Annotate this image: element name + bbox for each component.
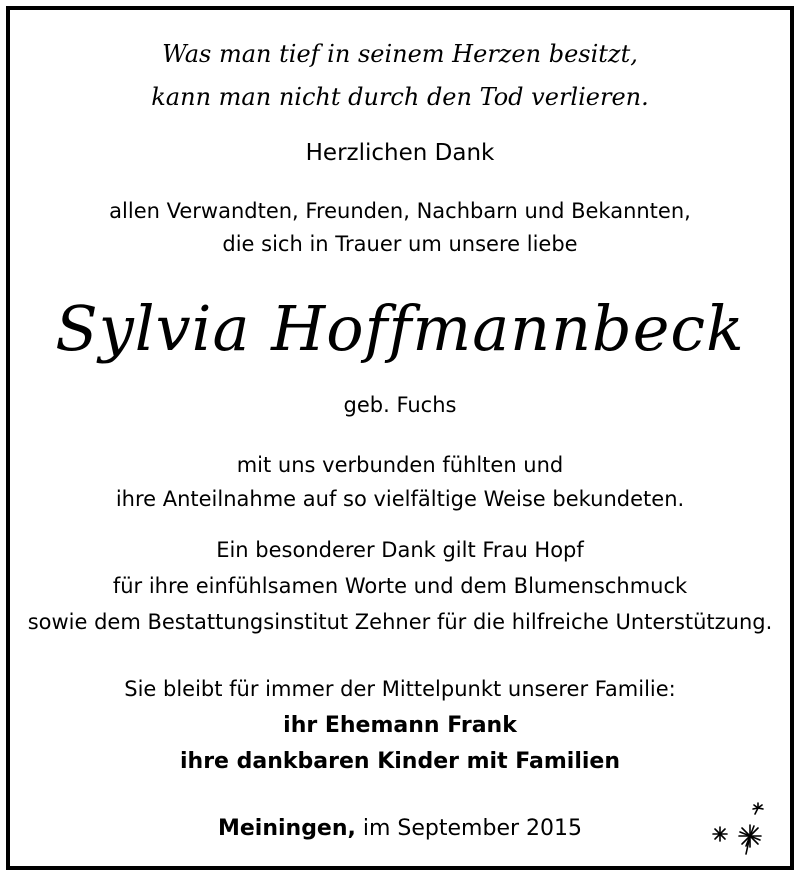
dateline <box>10 816 790 841</box>
intro-line-1: allen Verwandten, Freunden, Nachbarn und Bekannten, <box>109 199 691 223</box>
quote-line-2: kann man nicht durch den Tod verlieren. <box>151 83 649 111</box>
thanks-line-2: ihre Anteilnahme auf so vielfältige Weise bekundeten. <box>115 487 685 511</box>
signatory-2: ihre dankbaren Kinder mit Familien <box>180 749 620 774</box>
birth-name: geb. Fuchs <box>343 393 457 417</box>
special-thanks-line-2: für ihre einfühlsamen Worte und dem Blumenschmuck <box>112 574 688 598</box>
date: im September 2015 <box>362 816 583 841</box>
obituary-card <box>6 6 794 870</box>
place: Meiningen, <box>217 816 356 841</box>
dandelion-seeds-icon <box>706 798 776 858</box>
thanks-line-1: mit uns verbunden fühlten und <box>236 453 564 477</box>
heading: Herzlichen Dank <box>305 140 495 166</box>
intro-line-2: die sich in Trauer um unsere liebe <box>222 232 578 256</box>
closing-line: Sie bleibt für immer der Mittelpunkt unserer Familie: <box>124 677 676 701</box>
special-thanks-line-1: Ein besonderer Dank gilt Frau Hopf <box>216 538 584 562</box>
quote-line-1: Was man tief in seinem Herzen besitzt, <box>162 40 638 68</box>
signatory-1: ihr Ehemann Frank <box>283 713 517 738</box>
deceased-name: Sylvia Hoffmannbeck <box>55 292 745 365</box>
special-thanks-line-3: sowie dem Bestattungsinstitut Zehner für die hilfreiche Unterstützung. <box>27 610 773 634</box>
